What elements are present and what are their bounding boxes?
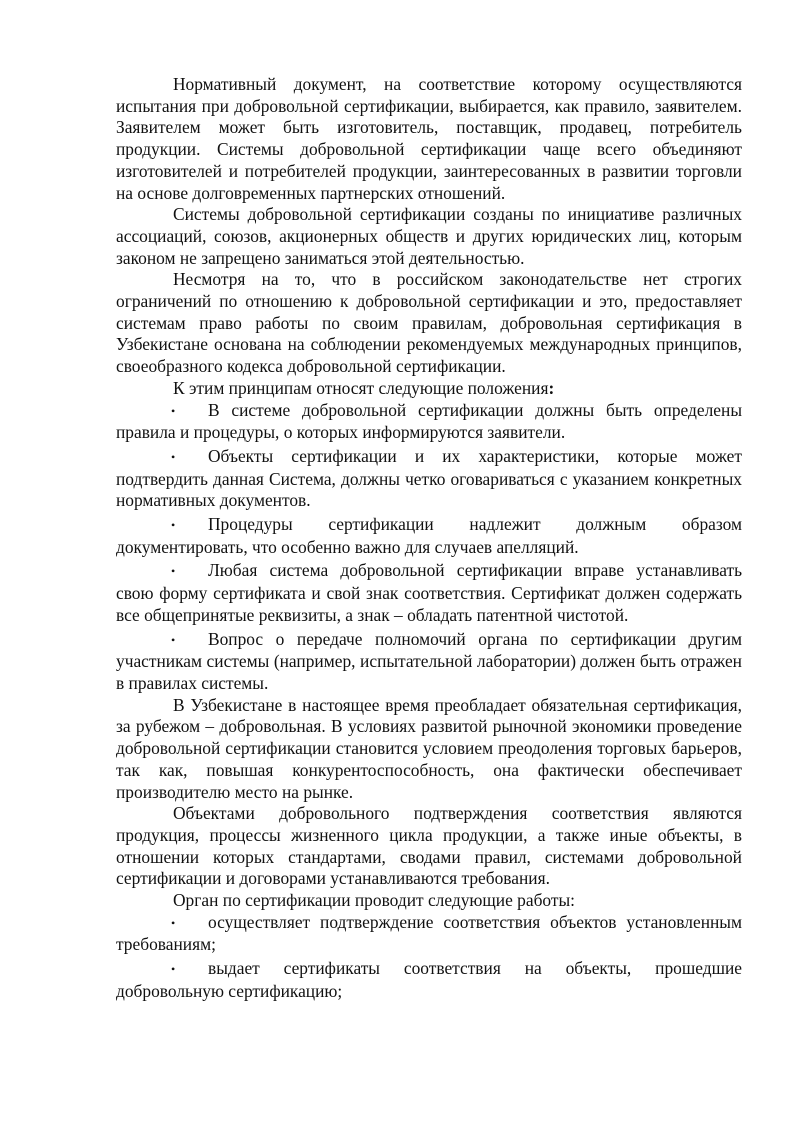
principles-intro-text: К этим принципам относят следующие положения bbox=[173, 377, 549, 398]
bullet-icon: • bbox=[171, 564, 176, 579]
paragraph-objects-of-conformity: Объектами добровольного подтверждения соответствия являются продукция, процессы жизненного цикла продукции, а также иные объекты, в отношении которых стандартами, сводами правил, системами добровольной сертификации и договорами устанавливаются требования. bbox=[116, 803, 742, 889]
paragraph-certification-systems: Системы добровольной сертификации созданы по инициативе различных ассоциаций, союзов, акционерных обществ и других юридических лиц, которым законом не запрещено заниматься этой деятельностью. bbox=[116, 204, 742, 268]
principles-intro-colon: : bbox=[548, 377, 555, 398]
document-page bbox=[116, 74, 742, 1003]
work-item bbox=[116, 958, 742, 1002]
principle-item-text: В системе добровольной сертификации должны быть определены правила и процедуры, о которых информируются заявители. bbox=[116, 399, 742, 443]
bullet-icon: • bbox=[171, 518, 176, 533]
work-item bbox=[116, 912, 742, 956]
work-item-text: выдает сертификаты соответствия на объекты, прошедшие добровольную сертификацию; bbox=[116, 958, 742, 1001]
principle-item bbox=[116, 560, 742, 626]
paragraph-normative-document: Нормативный документ, на соответствие которому осуществляются испытания при добровольной сертификации, выбирается, как правило, заявителем. Заявителем может быть изготовитель, поставщик, продавец, потребитель продукции. Системы добровольной сертификации чаще всего объединяют изготовителей и потребителей продукции, заинтересованных в развитии торговли на основе долговременных партнерских отношений. bbox=[116, 74, 742, 203]
work-item-text: осуществляет подтверждение соответствия объектов установленным требованиям; bbox=[116, 911, 742, 955]
paragraph-uzbekistan-certification: В Узбекистане в настоящее время преобладает обязательная сертификация, за рубежом – добровольная. В условиях развитой рыночной экономики проведение добровольной сертификации становится условием преодоления торговых барьеров, так как, повышая конкурентоспособность, она фактически обеспечивает производителю место на рынке. bbox=[116, 694, 742, 802]
principle-item bbox=[116, 400, 742, 444]
principle-item bbox=[116, 514, 742, 558]
paragraph-certification-body-works: Орган по сертификации проводит следующие работы: bbox=[173, 890, 575, 911]
paragraph-russian-legislation: Несмотря на то, что в российском законодательстве нет строгих ограничений по отношению к добровольной сертификации и это, предоставляет системам право работы по своим правилам, добровольная сертификация в Узбекистане основана на соблюдении рекомендуемых международных принципов, своеобразного кодекса добровольной сертификации. bbox=[116, 269, 742, 377]
bullet-icon: • bbox=[171, 962, 176, 977]
principle-item-text: Любая система добровольной сертификации вправе устанавливать свою форму сертификата и свой знак соответствия. Сертификат должен содержать все общепринятые реквизиты, а знак – обладать патентной чистотой. bbox=[116, 560, 742, 625]
principle-item-text: Вопрос о передаче полномочий органа по сертификации другим участникам системы (например, испытательной лаборатории) должен быть отражен в правилах системы. bbox=[116, 628, 742, 693]
principle-item bbox=[116, 446, 742, 512]
bullet-icon: • bbox=[171, 915, 176, 930]
bullet-icon: • bbox=[171, 632, 176, 647]
bullet-icon: • bbox=[171, 403, 176, 418]
principle-item bbox=[116, 629, 742, 695]
principles-intro bbox=[116, 378, 742, 400]
principle-item-text: Процедуры сертификации надлежит должным образом документировать, что особенно важно для случаев апелляций. bbox=[116, 514, 742, 557]
principle-item-text: Объекты сертификации и их характеристики, которые может подтвердить данная Система, должны четко оговариваться с указанием конкретных нормативных документов. bbox=[116, 445, 742, 511]
bullet-icon: • bbox=[171, 449, 176, 464]
